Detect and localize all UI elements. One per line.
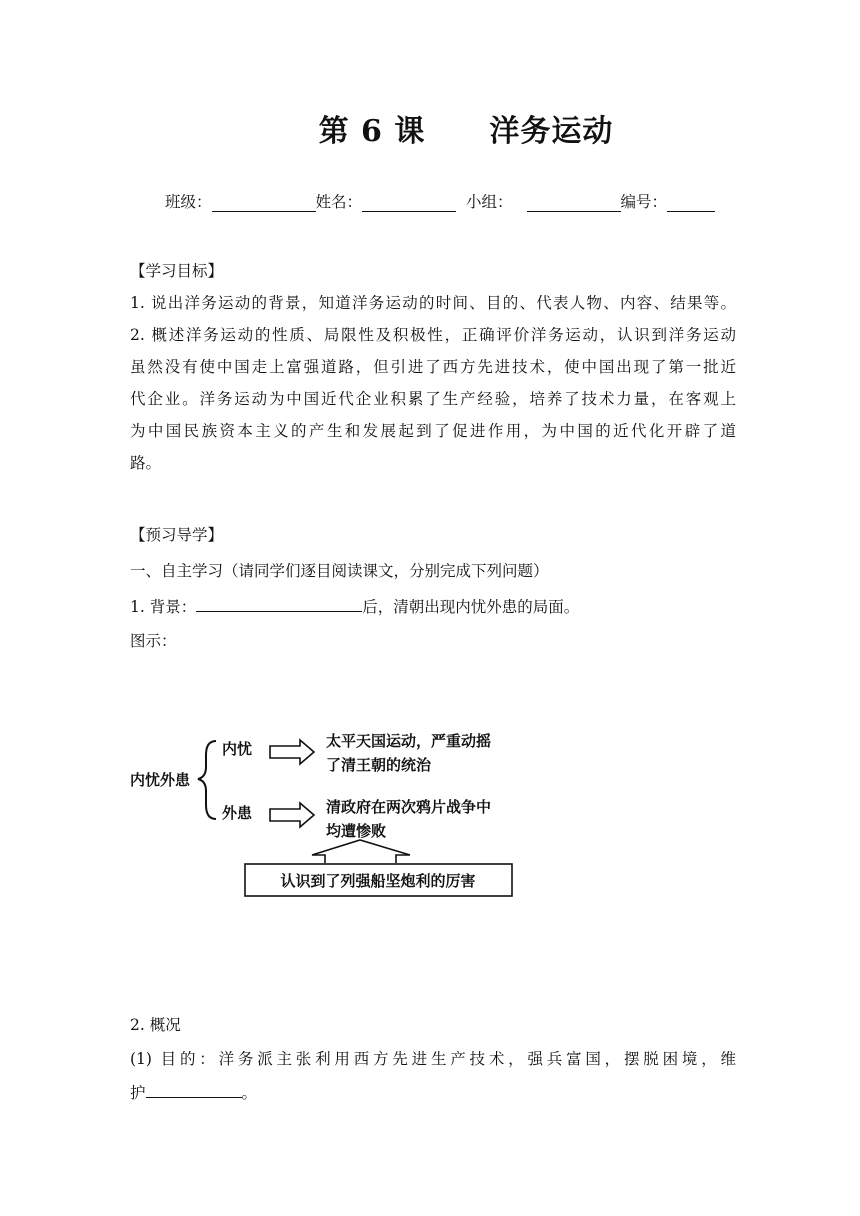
purpose-line-2 <box>130 1080 736 1106</box>
goal-item-2-line-2: 虽然没有使中国走上富强道路，但引进了西方先进技术，使中国出现了第一批近 <box>130 358 736 376</box>
arrow-right-icon <box>270 803 314 827</box>
inner-desc-line-2: 了清王朝的统治 <box>326 756 432 774</box>
purpose-line-1: (1) 目的：洋务派主张利用西方先进生产技术，强兵富国，摆脱困境，维 <box>130 1050 736 1068</box>
diagram-label: 图示： <box>130 632 177 650</box>
goal-item-2-line-4: 为中国民族资本主义的产生和发展起到了促进作用，为中国的近代化开辟了道 <box>130 422 736 440</box>
diagram-inner-label: 内忧 <box>222 740 253 758</box>
page-title <box>36 106 860 150</box>
goal-item-2-line-1: 2. 概述洋务运动的性质、局限性及积极性，正确评价洋务运动，认识到洋务运动 <box>130 326 736 344</box>
purpose-suffix: 。 <box>241 1084 258 1102</box>
background-prefix: 1. 背景： <box>130 598 197 616</box>
diagram-outer-label: 外患 <box>222 804 253 822</box>
lesson-number: 第 6 课 <box>318 114 426 149</box>
number-label: 编号： <box>620 193 668 211</box>
group-blank[interactable] <box>527 195 621 212</box>
background-suffix: 后，清朝出现内忧外患的局面。 <box>362 598 580 616</box>
purpose-blank[interactable] <box>146 1081 242 1098</box>
preview-heading: 【预习导学】 <box>130 526 224 544</box>
lesson-topic: 洋务运动 <box>489 114 614 149</box>
overview-heading: 2. 概况 <box>130 1016 181 1034</box>
arrow-up-icon <box>312 840 410 863</box>
outer-desc-line-1: 清政府在两次鸦片战争中 <box>326 798 492 816</box>
goal-item-1: 1. 说出洋务运动的背景，知道洋务运动的时间、目的、代表人物、内容、结果等。 <box>130 294 736 312</box>
background-question <box>130 594 736 620</box>
inner-desc-line-1: 太平天国运动，严重动摇 <box>326 732 492 750</box>
student-info-row <box>165 190 715 212</box>
number-blank[interactable] <box>667 195 715 212</box>
goals-heading: 【学习目标】 <box>130 262 224 280</box>
goal-item-2-line-5: 路。 <box>130 454 162 472</box>
arrow-right-icon <box>270 740 314 764</box>
conclusion-text: 认识到了列强船坚炮利的厉害 <box>280 872 476 890</box>
class-blank[interactable] <box>212 195 316 212</box>
name-blank[interactable] <box>362 195 456 212</box>
background-blank[interactable] <box>196 595 362 612</box>
class-label: 班级： <box>165 193 212 211</box>
diagram-root-label: 内忧外患 <box>130 771 191 789</box>
outer-desc-line-2: 均遭惨败 <box>326 822 387 840</box>
inner-outer-troubles-diagram <box>128 725 548 905</box>
brace-shape <box>198 741 216 819</box>
goal-item-2-line-3: 代企业。洋务运动为中国近代企业积累了生产经验，培养了技术力量，在客观上 <box>130 390 736 408</box>
purpose-prefix: 护 <box>130 1084 146 1102</box>
self-study-section: 一、自主学习（请同学们逐目阅读课文，分别完成下列问题） <box>130 562 549 580</box>
name-label: 姓名： <box>315 193 363 211</box>
group-label: 小组： <box>466 193 513 211</box>
